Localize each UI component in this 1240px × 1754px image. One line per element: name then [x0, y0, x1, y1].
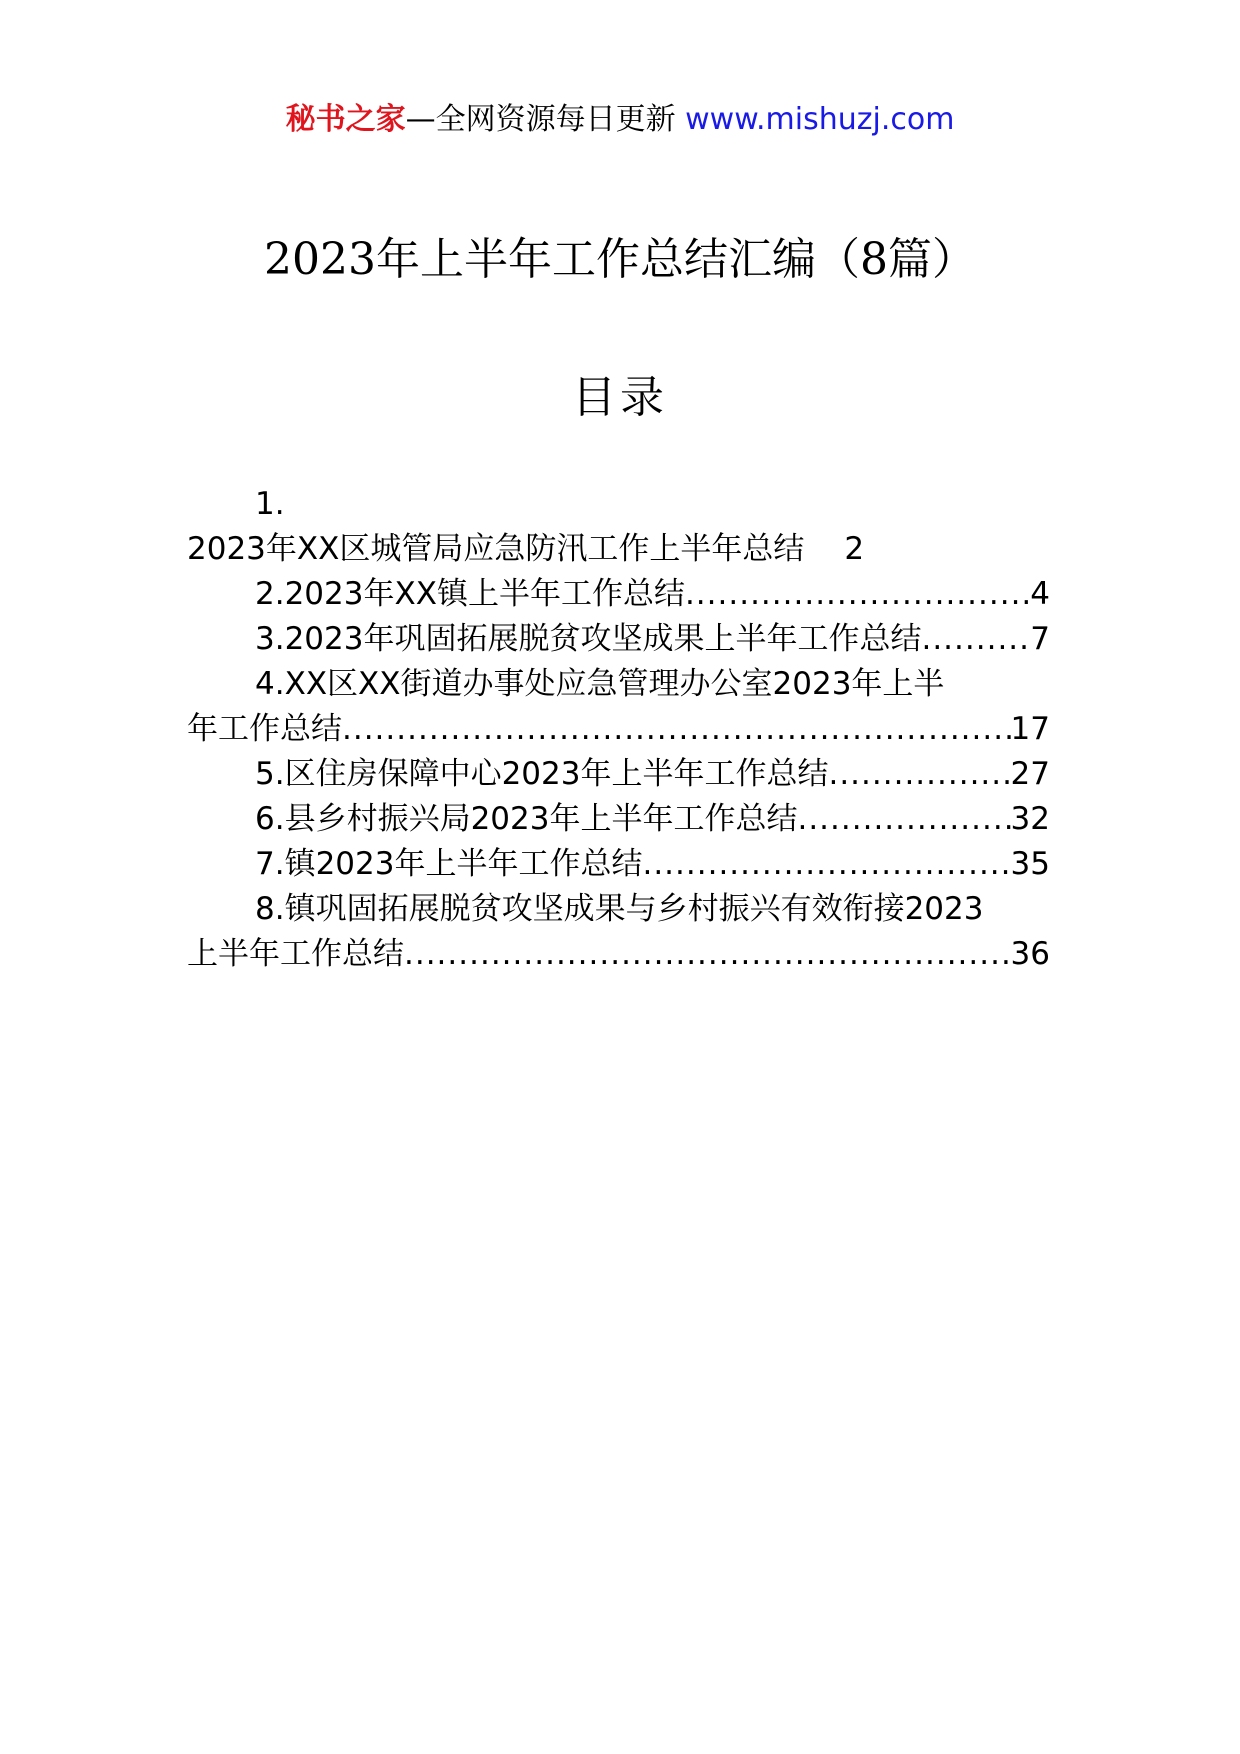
toc-leader-dots	[685, 572, 1030, 617]
toc-entry-text: 2.2023年XX镇上半年工作总结	[255, 576, 685, 612]
toc-entry-text: 7.镇2023年上半年工作总结	[255, 846, 643, 882]
toc-entry-text: 2023年XX区城管局应急防汛工作上半年总结	[187, 531, 805, 567]
site-url-link[interactable]: www.mishuzj.com	[685, 102, 955, 137]
toc-entry-text-continued: 年工作总结	[187, 711, 342, 747]
toc-leader-dots	[921, 617, 1030, 662]
toc-entry-8-line2[interactable]	[187, 932, 1050, 977]
toc-entry-1-number[interactable]	[187, 482, 1050, 527]
toc-entry-6[interactable]	[187, 797, 1050, 842]
toc-entry-text: 4.XX区XX街道办事处应急管理办公室2023年上半	[255, 666, 945, 702]
toc-entry-page: 36	[1010, 936, 1050, 972]
toc-entry-text-continued: 上半年工作总结	[187, 936, 404, 972]
toc-entry-8-line1[interactable]	[187, 887, 1050, 932]
toc-entry-3[interactable]	[187, 617, 1050, 662]
site-header	[0, 100, 1240, 140]
toc-entry-text: 3.2023年巩固拓展脱贫攻坚成果上半年工作总结	[255, 621, 922, 657]
toc-entry-page: 7	[1030, 621, 1050, 657]
toc-entry-page: 17	[1010, 711, 1050, 747]
toc-leader-dots	[828, 752, 1010, 797]
brand-name: 秘书之家	[285, 102, 406, 137]
toc-entry-page: 27	[1010, 756, 1050, 792]
toc-entry-2[interactable]	[187, 572, 1050, 617]
toc-heading: 目录	[572, 372, 668, 423]
toc-entry-7[interactable]	[187, 842, 1050, 887]
toc-entry-text: 6.县乡村振兴局2023年上半年工作总结	[255, 801, 798, 837]
toc-entry-1[interactable]	[187, 527, 1050, 572]
header-tagline: —全网资源每日更新	[405, 102, 676, 137]
toc-entry-page: 2	[844, 531, 865, 567]
toc-entry-page: 32	[1010, 801, 1050, 837]
toc-leader-dots	[404, 932, 1011, 977]
toc-entry-text: 8.镇巩固拓展脱贫攻坚成果与乡村振兴有效衔接2023	[255, 891, 984, 927]
toc-leader-dots	[342, 707, 1011, 752]
toc-entry-number: 1.	[255, 486, 285, 522]
toc-leader-dots	[642, 842, 1010, 887]
toc-entry-page: 35	[1010, 846, 1050, 882]
toc-entry-text: 5.区住房保障中心2023年上半年工作总结	[255, 756, 829, 792]
toc-leader-dots	[797, 797, 1010, 842]
toc-entry-5[interactable]	[187, 752, 1050, 797]
table-of-contents	[187, 482, 1050, 977]
toc-entry-4-line1[interactable]	[187, 662, 1050, 707]
toc-entry-page: 4	[1030, 576, 1050, 612]
document-title: 2023年上半年工作总结汇编（8篇）	[264, 234, 976, 285]
toc-entry-4-line2[interactable]	[187, 707, 1050, 752]
